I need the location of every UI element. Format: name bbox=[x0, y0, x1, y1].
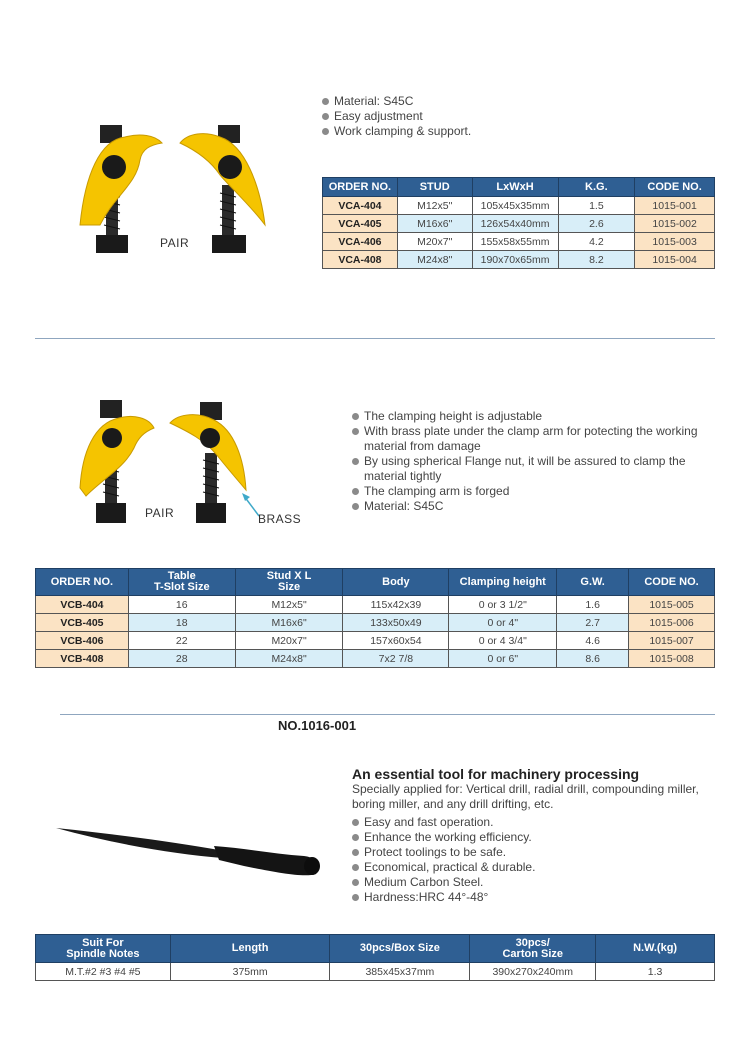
length-cell: 375mm bbox=[170, 963, 330, 981]
tslot-cell: 28 bbox=[128, 650, 235, 668]
drift-feature-list bbox=[352, 815, 717, 905]
code-cell: 1015-001 bbox=[635, 197, 715, 215]
vcb-spec-table bbox=[35, 568, 715, 668]
table-row bbox=[36, 596, 715, 614]
section-divider bbox=[60, 714, 715, 715]
code-cell: 1015-008 bbox=[629, 650, 715, 668]
stud-cell: M12x5" bbox=[235, 596, 343, 614]
vcb-feature-list bbox=[352, 409, 717, 514]
column-header: Body bbox=[343, 569, 449, 596]
drift-feature: Hardness:HRC 44°-48° bbox=[352, 890, 717, 905]
size-cell: 155x58x55mm bbox=[472, 233, 558, 251]
weight-cell: 1.5 bbox=[558, 197, 635, 215]
order-no-cell: VCA-405 bbox=[323, 215, 398, 233]
table-row bbox=[323, 251, 715, 269]
table-row bbox=[323, 215, 715, 233]
column-header: 30pcs/ Carton Size bbox=[470, 935, 596, 963]
order-no-cell: VCB-404 bbox=[36, 596, 129, 614]
drift-feature: Enhance the working efficiency. bbox=[352, 830, 717, 845]
code-cell: 1015-006 bbox=[629, 614, 715, 632]
table-row bbox=[323, 233, 715, 251]
drift-spec-table bbox=[35, 934, 715, 981]
stud-cell: M20x7" bbox=[235, 632, 343, 650]
vca-feature: Material: S45C bbox=[322, 94, 702, 109]
stud-cell: M12x5" bbox=[397, 197, 472, 215]
drift-key-image bbox=[54, 822, 324, 882]
tslot-cell: 18 bbox=[128, 614, 235, 632]
tslot-cell: 16 bbox=[128, 596, 235, 614]
column-header: Clamping height bbox=[449, 569, 557, 596]
size-cell: 190x70x65mm bbox=[472, 251, 558, 269]
vcb-brass-label: BRASS bbox=[258, 512, 302, 526]
stud-cell: M16x6" bbox=[235, 614, 343, 632]
stud-cell: M16x6" bbox=[397, 215, 472, 233]
size-cell: 105x45x35mm bbox=[472, 197, 558, 215]
clamping-height-cell: 0 or 4" bbox=[449, 614, 557, 632]
drift-feature: Easy and fast operation. bbox=[352, 815, 717, 830]
column-header: Suit For Spindle Notes bbox=[36, 935, 171, 963]
weight-cell: 4.2 bbox=[558, 233, 635, 251]
column-header: CODE NO. bbox=[635, 178, 715, 197]
stud-cell: M24x8" bbox=[397, 251, 472, 269]
vca-feature: Easy adjustment bbox=[322, 109, 702, 124]
weight-cell: 2.7 bbox=[557, 614, 629, 632]
body-cell: 133x50x49 bbox=[343, 614, 449, 632]
column-header: ORDER NO. bbox=[36, 569, 129, 596]
table-row bbox=[36, 650, 715, 668]
column-header: STUD bbox=[397, 178, 472, 197]
weight-cell: 8.6 bbox=[557, 650, 629, 668]
order-no-cell: VCA-406 bbox=[323, 233, 398, 251]
drift-feature: Protect toolings to be safe. bbox=[352, 845, 717, 860]
stud-cell: M20x7" bbox=[397, 233, 472, 251]
code-cell: 1015-002 bbox=[635, 215, 715, 233]
drift-feature: Medium Carbon Steel. bbox=[352, 875, 717, 890]
column-header: LxWxH bbox=[472, 178, 558, 197]
column-header: G.W. bbox=[557, 569, 629, 596]
order-no-cell: VCA-404 bbox=[323, 197, 398, 215]
vcb-feature: The clamping arm is forged bbox=[352, 484, 717, 499]
weight-cell: 4.6 bbox=[557, 632, 629, 650]
drift-headline: An essential tool for machinery processing bbox=[352, 766, 640, 782]
order-no-cell: VCA-408 bbox=[323, 251, 398, 269]
column-header: CODE NO. bbox=[629, 569, 715, 596]
table-row bbox=[36, 632, 715, 650]
code-cell: 1015-007 bbox=[629, 632, 715, 650]
spindle-cell: M.T.#2 #3 #4 #5 bbox=[36, 963, 171, 981]
vcb-pair-label: PAIR bbox=[145, 506, 175, 520]
order-no-cell: VCB-408 bbox=[36, 650, 129, 668]
clamping-height-cell: 0 or 4 3/4" bbox=[449, 632, 557, 650]
code-cell: 1015-003 bbox=[635, 233, 715, 251]
order-no-cell: VCB-405 bbox=[36, 614, 129, 632]
drift-model-number: NO.1016-001 bbox=[278, 718, 357, 733]
drift-description: Specially applied for: Vertical drill, radial drill, compounding miller, boring miller, and any drill drifting, etc. bbox=[352, 782, 699, 811]
vcb-feature: By using spherical Flange nut, it will be assured to clamp the material tightly bbox=[352, 454, 717, 484]
table-row bbox=[36, 614, 715, 632]
clamping-height-cell: 0 or 3 1/2" bbox=[449, 596, 557, 614]
tslot-cell: 22 bbox=[128, 632, 235, 650]
column-header: Table T-Slot Size bbox=[128, 569, 235, 596]
size-cell: 126x54x40mm bbox=[472, 215, 558, 233]
drift-feature: Economical, practical & durable. bbox=[352, 860, 717, 875]
order-no-cell: VCB-406 bbox=[36, 632, 129, 650]
vca-spec-table bbox=[322, 177, 715, 269]
weight-cell: 1.3 bbox=[596, 963, 715, 981]
body-cell: 157x60x54 bbox=[343, 632, 449, 650]
clamping-height-cell: 0 or 6" bbox=[449, 650, 557, 668]
code-cell: 1015-004 bbox=[635, 251, 715, 269]
vcb-feature: The clamping height is adjustable bbox=[352, 409, 717, 424]
code-cell: 1015-005 bbox=[629, 596, 715, 614]
carton-size-cell: 390x270x240mm bbox=[470, 963, 596, 981]
vca-feature: Work clamping & support. bbox=[322, 124, 702, 139]
table-row bbox=[323, 197, 715, 215]
column-header: Stud X L Size bbox=[235, 569, 343, 596]
body-cell: 115x42x39 bbox=[343, 596, 449, 614]
column-header: K.G. bbox=[558, 178, 635, 197]
table-row bbox=[36, 963, 715, 981]
box-size-cell: 385x45x37mm bbox=[330, 963, 470, 981]
weight-cell: 8.2 bbox=[558, 251, 635, 269]
vca-pair-label: PAIR bbox=[160, 236, 190, 250]
column-header: 30pcs/Box Size bbox=[330, 935, 470, 963]
stud-cell: M24x8" bbox=[235, 650, 343, 668]
weight-cell: 2.6 bbox=[558, 215, 635, 233]
section-divider bbox=[35, 338, 715, 339]
column-header: N.W.(kg) bbox=[596, 935, 715, 963]
body-cell: 7x2 7/8 bbox=[343, 650, 449, 668]
vca-feature-list bbox=[322, 94, 702, 139]
vcb-feature: Material: S45C bbox=[352, 499, 717, 514]
vcb-feature: With brass plate under the clamp arm for potecting the working material from damage bbox=[352, 424, 717, 454]
column-header: ORDER NO. bbox=[323, 178, 398, 197]
weight-cell: 1.6 bbox=[557, 596, 629, 614]
column-header: Length bbox=[170, 935, 330, 963]
